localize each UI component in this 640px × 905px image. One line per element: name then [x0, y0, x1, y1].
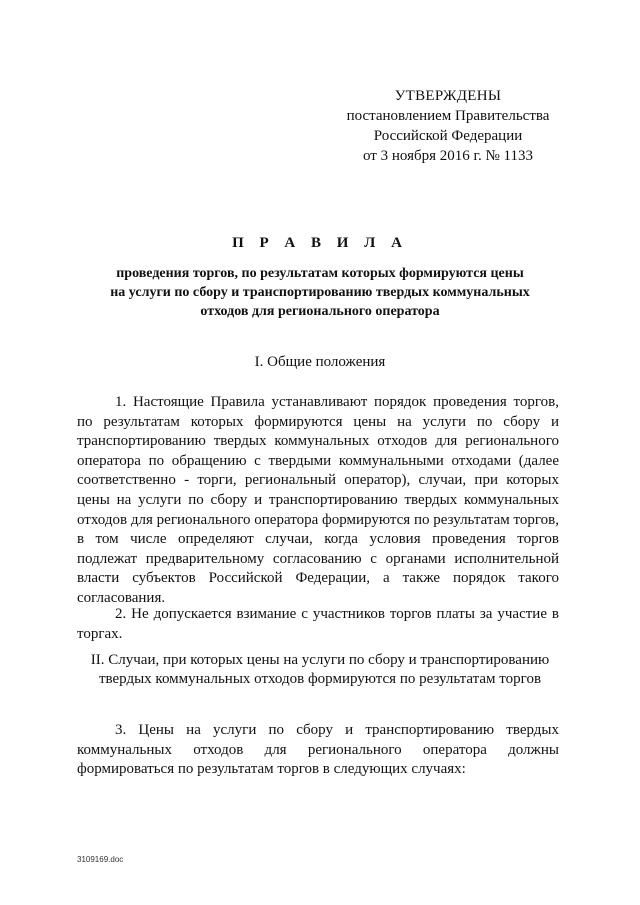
subtitle-line: проведения торгов, по результатам которых формируются цены [116, 266, 524, 281]
approval-block [342, 86, 554, 166]
section-heading-line: II. Случаи, при которых цены на услуги по сбору и транспортированию [90, 652, 550, 668]
section-heading [60, 651, 580, 689]
subtitle-line: на услуги по сбору и транспортированию твердых коммунальных [110, 285, 530, 300]
approval-line: постановлением Правительства [346, 108, 550, 124]
paragraph: 1. Настоящие Правила устанавливают порядок проведения торгов, по результатам которых формируются цены на услуги по сбору и транспортированию твердых коммунальных отходов для регионального оператора по обращению с твердыми коммунальными отходами (далее соответственно - торги, региональный оператор), случаи, при которых цены на услуги по сбору и транспортированию твердых коммунальных отходов для регионального оператора формируются по результатам торгов, в том числе определяют случаи, когда условия проведения торгов подлежат предварительному согласованию с органами исполнительной власти субъектов Российской Федерации, а также порядок такого согласования. [77, 394, 559, 606]
subtitle-line: отходов для регионального оператора [200, 304, 440, 319]
document-title: П Р А В И Л А [232, 235, 408, 251]
paragraph: 3. Цены на услуги по сбору и транспортированию твердых коммунальных отходов для регионального оператора должны формироваться по результатам торгов в следующих случаях: [77, 722, 559, 778]
approval-title: УТВЕРЖДЕНЫ [394, 88, 502, 104]
approval-date-number: от 3 ноября 2016 г. № 1133 [363, 148, 533, 164]
file-code: 3109169.doc [77, 855, 124, 864]
approval-line: Российской Федерации [373, 128, 523, 144]
section-heading-line: I. Общие положения [254, 354, 386, 370]
document-subtitle [60, 264, 580, 321]
section-heading-line: твердых коммунальных отходов формируются по результатам торгов [98, 671, 542, 687]
paragraph: 2. Не допускается взимание с участников торгов платы за участие в торгах. [77, 606, 559, 642]
section-heading [60, 353, 580, 372]
